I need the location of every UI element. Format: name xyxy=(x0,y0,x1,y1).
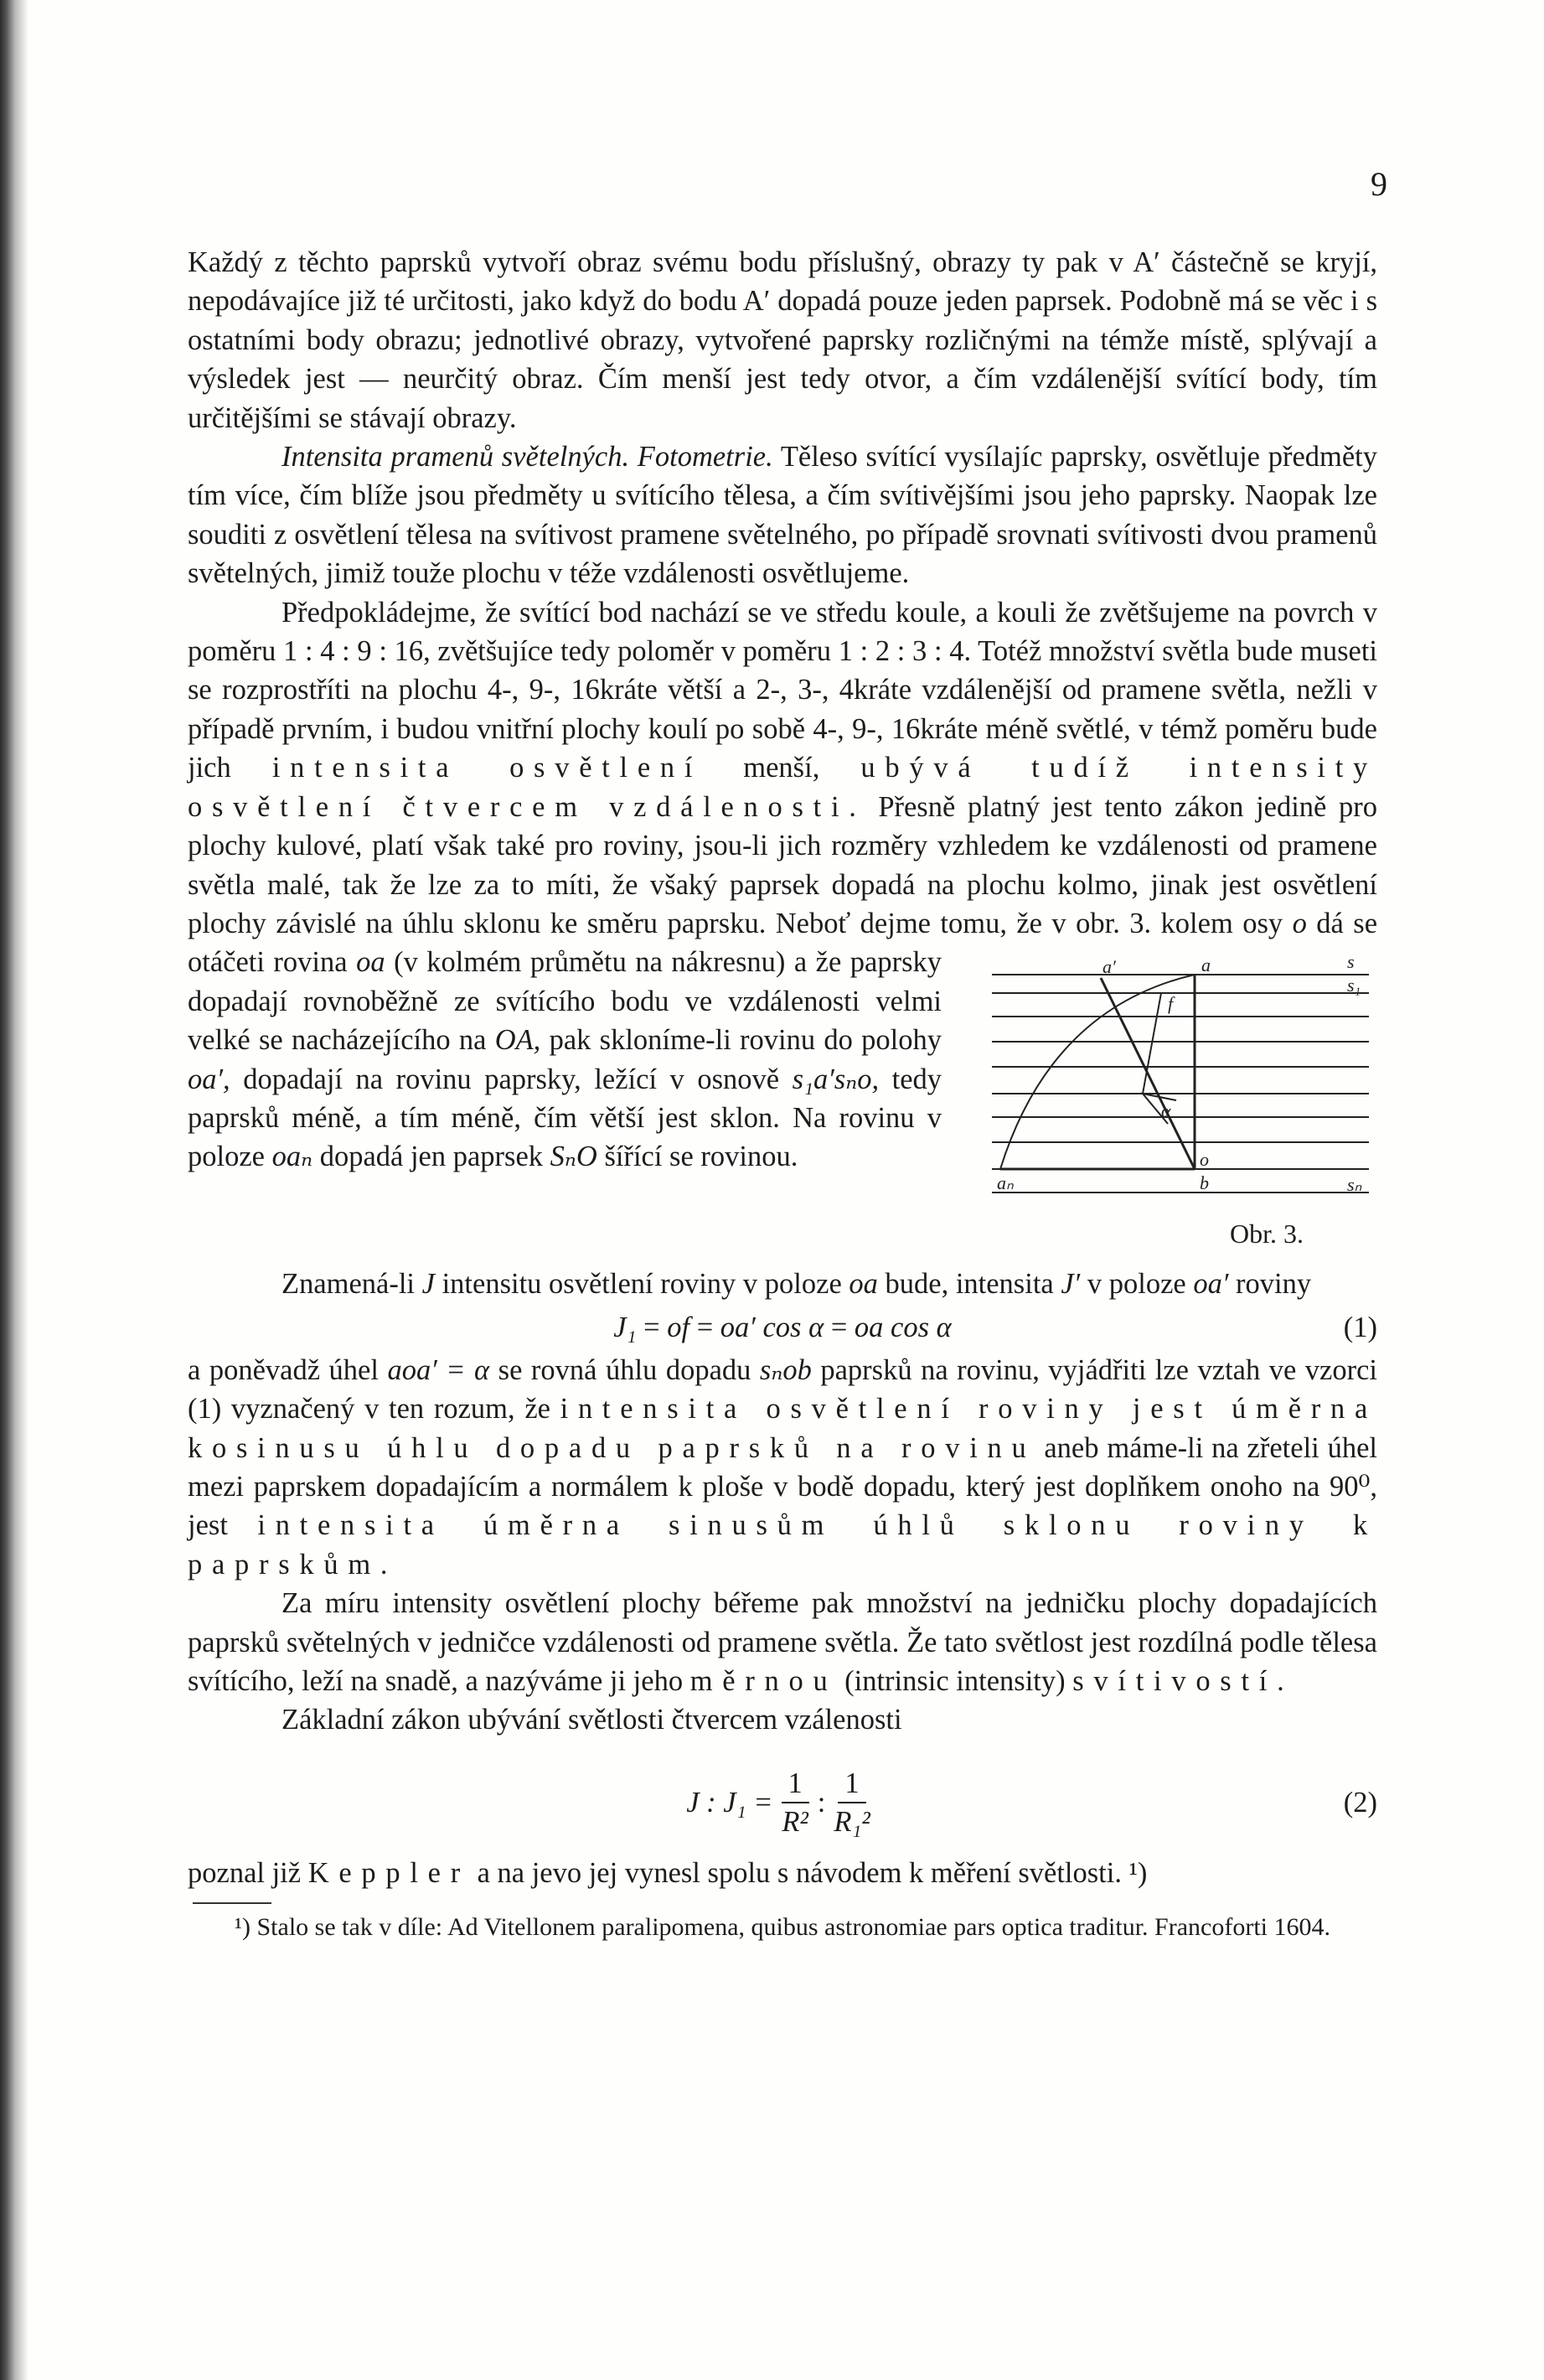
label-alpha: α xyxy=(1161,1100,1171,1122)
label-s: s xyxy=(1347,951,1355,973)
page-number: 9 xyxy=(1371,165,1387,203)
equation-1: J₁ = of = oa′ cos α = oa cos α (1) xyxy=(188,1304,1377,1351)
label-s1: s₁ xyxy=(1347,975,1361,996)
label-sn: sₙ xyxy=(1347,1174,1362,1196)
paragraph-4: Znamená-li J intensitu osvětlení roviny v poloze oa bude, intensita J′ v poloze oa′ roviny xyxy=(281,1268,1312,1301)
paragraph-7: Základní zákon ubývání světlosti čtvercem vzálenosti xyxy=(281,1704,902,1736)
footnote-rule xyxy=(193,1902,271,1904)
label-a: a xyxy=(1201,955,1211,976)
figure-3 xyxy=(975,949,1377,1260)
paragraph-1: Každý z těchto paprsků vytvoří obraz svému bodu příslušný, obrazy ty pak v A′ částečně se kryjí, nepodávajíce již té určitosti, jako když do bodu A′ dopadá pouze jeden paprsek. Podobně má se věc i s ostatními body obrazu; jednotlivé obrazy, vytvořené paprsky rozličnými na témže místě, splývají a výsledek jest — neurčitý obraz. Čím menší jest tedy otvor, a čím vzdálenější svítící body, tím určitějšími se stávají obrazy. xyxy=(188,246,1377,434)
label-an: aₙ xyxy=(997,1172,1014,1194)
label-b: b xyxy=(1200,1172,1209,1194)
equation-1-number: (1) xyxy=(1343,1311,1377,1343)
fraction-1: $\frac{1}{\text{R²}}$ xyxy=(782,1765,809,1840)
section-heading: Intensita pramenů světelných. Fotometrie. xyxy=(281,441,773,473)
paragraph-8: poznal již Keppler a na jevo jej vynesl spolu s návodem k měření světlosti. ¹) xyxy=(188,1856,1148,1889)
fraction-2: $\frac{1}{\text{R₁²}}$ xyxy=(834,1765,870,1840)
label-f: f xyxy=(1168,993,1174,1015)
figure-3-diagram xyxy=(975,949,1377,1226)
paragraph-6: Za míru intensity osvětlení plochy béřeme pak množství na jedničku plochy dopadajících paprsků světelných v jedničce vzdálenosti od pramene světla. Že tato světlost jest rozdílná podle tělesa svítícího, leží na snadě, a nazýváme ji jeho měrnou (intrinsic intensity) svítivostí. xyxy=(188,1587,1377,1697)
scan-edge xyxy=(0,0,28,2380)
body-text xyxy=(188,243,1377,1944)
equation-2-number: (2) xyxy=(1343,1786,1377,1819)
label-a-prime: a′ xyxy=(1102,956,1116,978)
footnote: ¹) Stalo se tak v díle: Ad Vitellonem paralipomena, quibus astronomiae pars optica traditur. Francoforti 1604. xyxy=(235,1913,1331,1942)
paragraph-2: Intensita pramenů světelných. Fotometrie. Těleso svítící vysílajíc paprsky, osvětluje předměty tím více, čím blíže jsou předměty u svítícího tělesa, a čím svítivějšími jsou jeho paprsky. Naopak lze souditi z osvětlení tělesa na svítivost pramene světelného, po případě srovnati svítivosti dvou pramenů světelných, jimiž touže plochu v téže vzdálenosti osvětlujeme. xyxy=(188,441,1377,590)
label-o: o xyxy=(1200,1149,1209,1171)
figure-caption: Obr. 3. xyxy=(1230,1218,1304,1250)
paragraph-5: a poněvadž úhel aoa′ = α se rovná úhlu dopadu sₙob paprsků na rovinu, vyjádřiti lze vztah ve vzorci (1) vyznačený v ten rozum, že intensita osvětlení roviny jest úměrna kosinusu úhlu dopadu paprsků na rovinu aneb máme-li na zřeteli úhel mezi paprskem dopadajícím a normálem k ploše v bodě dopadu, který jest doplňkem onoho na 90⁰, jest intensita úměrna sinusům úhlů sklonu roviny k paprskům. xyxy=(188,1353,1378,1581)
equation-2: J : J₁ = $\frac{1}{\text{R²}}$ : $\frac{1}{\text{R₁²}}$ (2) xyxy=(188,1751,1377,1854)
paragraph-3: Předpokládejme, že svítící bod nachází se ve středu koule, a kouli že zvětšujeme na povrch v poměru 1 : 4 : 9 : 16, zvětšujíce tedy poloměr v poměru 1 : 2 : 3 : 4. Totéž množství světla bude museti se rozprostříti na plochu 4-, 9-, 16kráte větší a 2-, 3-, 4kráte vzdálenější od pramene světla, nežli v případě prvním, i budou vnitřní plochy koulí po sobě 4-, 9-, 16kráte méně světlé, v témž poměru bude jich intensita osvětlení menší, ubývá tudíž intensity osvětlení čtvercem vzdálenosti. Přesně platný jest tento zákon jedině pro plochy kulové, platí však také pro roviny, jsou-li jich rozměry vzhledem ke vzdálenosti od pramene světla malé, tak že lze za to míti, že všaký paprsek dopadá na plochu kolmo, jinak jest osvětlení plochy závislé na úhlu sklonu ke směru paprsku. Neboť dejme tomu, že v obr. 3. kolem osy o dá se otáčeti rovina a′ a f α o s s₁ sₙ aₙ b Obr. 3. oa (v kolmém průmětu na nákresnu) a že paprsky dopadají rovnoběžně ze svítícího bodu ve vzdálenosti velmi velké se nacházejícího na OA, pak skloníme-li rovinu do polohy oa′, dopadají na rovinu paprsky, ležící v osnově s₁a′sₙo, tedy paprsků méně, a tím méně, čím větší jest sklon. Na rovinu v poloze oaₙ dopadá jen paprsek SₙO šířící se rovinou. xyxy=(188,593,1377,1177)
